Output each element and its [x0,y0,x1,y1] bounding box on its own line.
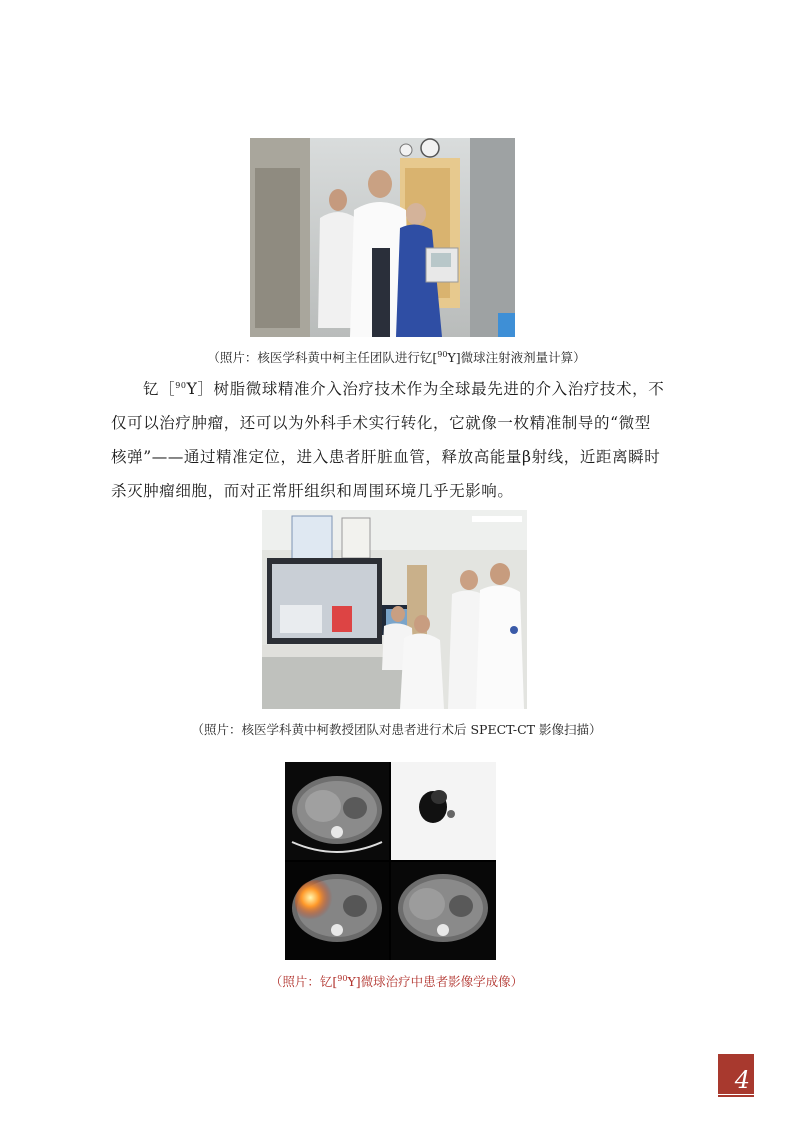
caption-text: （照片：核医学科黄中柯教授团队对患者进行术后 SPECT-CT 影像扫描） [191,722,602,737]
paragraph-superscript: 90 [175,380,187,390]
photo-patient-imaging-caption [0,974,793,990]
caption-text: Y]微球治疗中患者影像学成像） [347,974,524,989]
photo-patient-imaging [285,762,496,960]
paragraph-text: Y］树脂微球精准介入治疗技术作为全球最先进的介入治疗技术，不 [186,380,665,398]
page-number: 4 [734,1066,750,1094]
photo-dose-calculation-image [250,138,515,337]
paragraph-line [111,372,683,406]
photo-dose-calculation [250,138,515,337]
page-number-underline [718,1095,754,1097]
photo-patient-imaging-image [285,762,496,960]
paragraph-text: 钇［ [143,380,176,398]
photo-spect-ct-image [262,510,527,709]
caption-text: （照片：核医学科黄中柯主任团队进行钇[ [207,350,438,365]
caption-superscript: 90 [337,973,348,983]
paragraph-line: 核弹”——通过精准定位，进入患者肝脏血管，释放高能量β射线，近距离瞬时 [111,448,661,466]
body-paragraph [111,372,683,508]
photo-spect-ct-scan [262,510,527,709]
paragraph-line: 仅可以治疗肿瘤，还可以为外科手术实行转化，它就像一枚精准制导的“微型 [111,414,651,432]
photo-spect-ct-caption [0,722,793,738]
photo-dose-calculation-caption [0,350,793,366]
paragraph-line: 杀灭肿瘤细胞，而对正常肝组织和周围环境几乎无影响。 [111,482,514,500]
caption-text: Y]微球注射液剂量计算） [447,350,586,365]
page-number-box [718,1054,754,1094]
caption-text: （照片：钇[ [269,974,338,989]
caption-superscript: 90 [437,349,448,359]
